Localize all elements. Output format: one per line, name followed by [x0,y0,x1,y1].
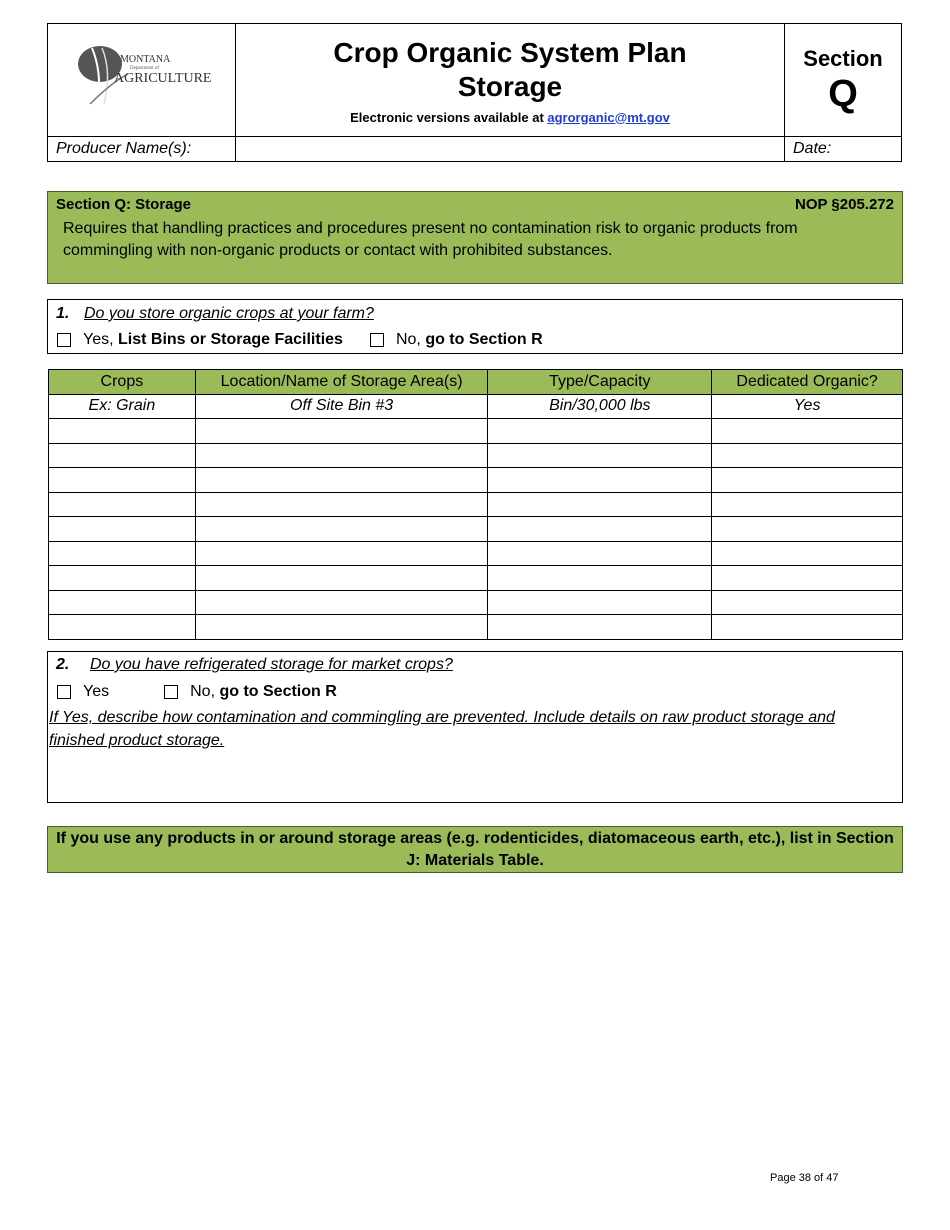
table-row [49,443,903,468]
section-letter: Q [828,73,858,115]
q2-no-prefix: No, [190,683,216,700]
table-row [49,541,903,566]
info-box-body: Requires that handling practices and procedures present no contamination risk to organic products from commingling with non-organic products or contact with prohibited substances. [63,220,798,259]
table-cell[interactable] [195,517,488,542]
question-1-box [47,299,903,354]
question-1-text: Do you store organic crops at your farm? [84,305,374,322]
question-1-number: 1. [56,305,70,322]
producer-name-label: Producer Name(s): [48,137,236,162]
question-2-number: 2. [56,656,70,673]
storage-table [48,369,903,640]
table-cell[interactable] [49,492,196,517]
table-cell[interactable] [488,419,712,444]
table-cell[interactable] [195,492,488,517]
q1-yes-option[interactable] [48,331,343,349]
col-header-location: Location/Name of Storage Area(s) [195,370,488,395]
table-cell[interactable] [488,566,712,591]
section-word: Section [803,46,883,71]
page-number: Page 38 of 47 [770,1172,839,1184]
q2-answer-area[interactable] [48,752,902,792]
table-cell[interactable] [488,468,712,493]
q2-no-option[interactable] [155,683,337,701]
table-row [49,419,903,444]
example-dedicated: Yes [712,394,903,419]
electronic-versions-text: Electronic versions available at [350,109,548,125]
table-cell[interactable] [49,468,196,493]
table-cell[interactable] [488,443,712,468]
table-cell[interactable] [488,517,712,542]
table-cell[interactable] [195,566,488,591]
example-row [49,394,903,419]
q2-yes-option[interactable] [48,683,109,701]
table-cell[interactable] [712,541,903,566]
table-cell[interactable] [195,468,488,493]
section-info-box [47,191,903,284]
col-header-type-capacity: Type/Capacity [488,370,712,395]
table-cell[interactable] [49,566,196,591]
table-cell[interactable] [195,590,488,615]
form-title-line1: Crop Organic System Plan [333,36,687,68]
table-cell[interactable] [49,590,196,615]
q2-no-bold: go to Section R [219,683,337,700]
example-location: Off Site Bin #3 [195,394,488,419]
table-cell[interactable] [712,615,903,640]
q1-no-checkbox[interactable] [370,333,384,347]
title-cell [236,24,785,137]
table-cell[interactable] [712,590,903,615]
question-2-box [47,651,903,803]
table-row [49,492,903,517]
form-header [47,23,902,162]
q2-describe-prompt: If Yes, describe how contamination and commingling are prevented. Include details on raw product storage and finished product storage. [49,709,835,749]
q1-no-option[interactable] [361,331,543,349]
q1-yes-bold: List Bins or Storage Facilities [118,331,343,348]
nop-reference: NOP §205.272 [795,196,894,213]
form-title-line2: Storage [457,70,563,102]
email-link[interactable]: agrorganic@mt.gov [547,109,670,125]
table-row [49,468,903,493]
table-cell[interactable] [488,615,712,640]
q1-no-prefix: No, [395,331,421,348]
table-cell[interactable] [712,517,903,542]
table-cell[interactable] [195,541,488,566]
q2-yes-label: Yes [83,683,110,700]
question-2-text: Do you have refrigerated storage for market crops? [90,656,453,673]
producer-name-field[interactable] [236,137,785,162]
table-cell[interactable] [195,419,488,444]
table-cell[interactable] [195,615,488,640]
table-cell[interactable] [49,419,196,444]
table-cell[interactable] [488,492,712,517]
logo-text-dept: Department of [129,65,159,71]
logo-cell [48,24,236,137]
table-cell[interactable] [712,492,903,517]
table-row [49,566,903,591]
col-header-dedicated-organic: Dedicated Organic? [712,370,903,395]
materials-note: If you use any products in or around storage areas (e.g. rodenticides, diatomaceous earth, etc.), list in Section J: Materials Table. [47,826,903,873]
table-cell[interactable] [712,419,903,444]
table-cell[interactable] [49,443,196,468]
q1-yes-checkbox[interactable] [57,333,71,347]
date-label[interactable]: Date: [785,137,902,162]
table-cell[interactable] [195,443,488,468]
table-cell[interactable] [488,541,712,566]
table-cell[interactable] [712,566,903,591]
table-row [49,590,903,615]
col-header-crops: Crops [49,370,196,395]
table-row [49,517,903,542]
q2-no-checkbox[interactable] [164,685,178,699]
logo-text-montana: MONTANA [119,53,170,65]
example-type-capacity: Bin/30,000 lbs [488,394,712,419]
table-header-row [49,370,903,395]
table-cell[interactable] [49,615,196,640]
table-cell[interactable] [488,590,712,615]
q1-no-bold: go to Section R [425,331,543,348]
table-cell[interactable] [712,443,903,468]
montana-agriculture-logo [72,42,212,114]
electronic-versions-note [236,110,784,125]
table-cell[interactable] [49,541,196,566]
table-cell[interactable] [49,517,196,542]
table-row [49,615,903,640]
section-cell [785,24,902,137]
logo-text-agriculture: AGRICULTURE [113,70,211,86]
table-cell[interactable] [712,468,903,493]
q2-yes-checkbox[interactable] [57,685,71,699]
example-crop: Ex: Grain [49,394,196,419]
info-box-title: Section Q: Storage [56,196,192,213]
q1-yes-prefix: Yes, [83,331,114,348]
